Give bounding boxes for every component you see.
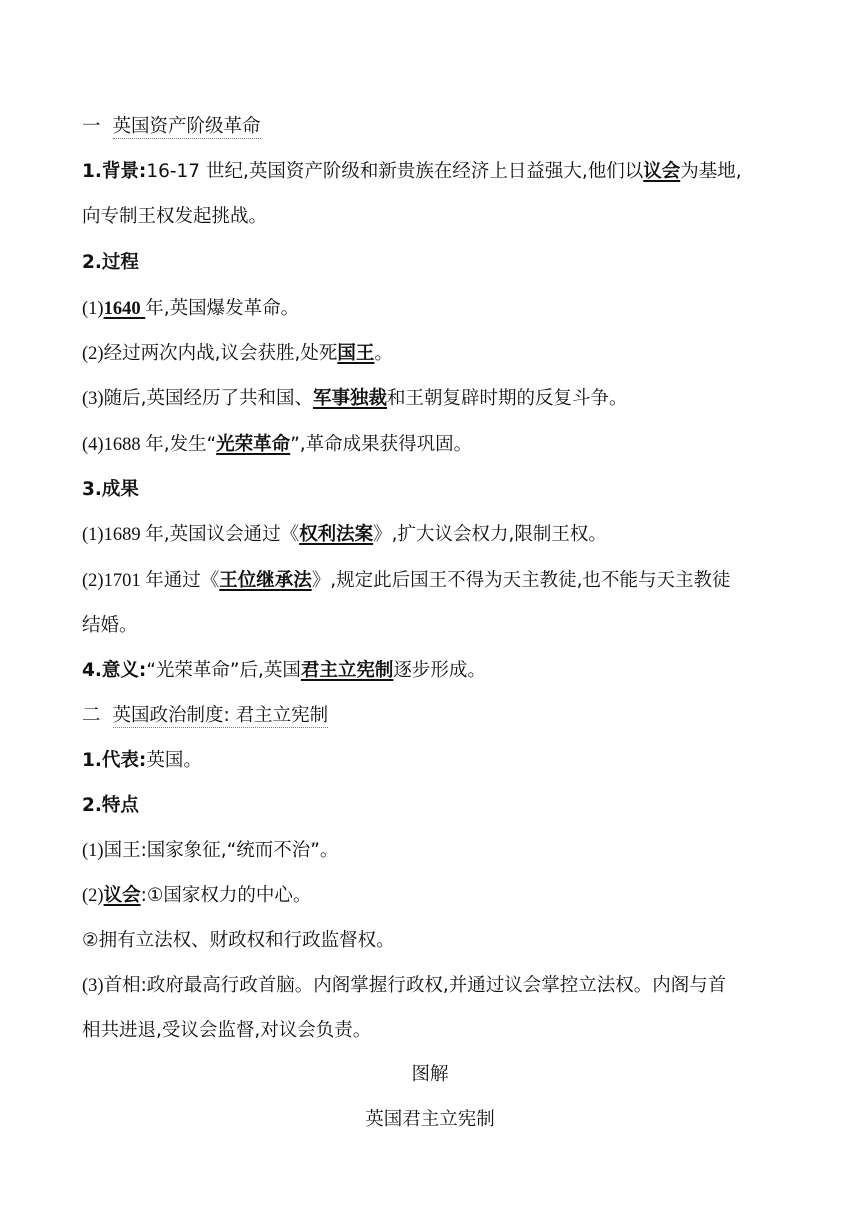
section-heading-1	[82, 114, 784, 140]
item-year: 1688	[103, 435, 146, 455]
item-text-end: ”,革命成果获得巩固。	[290, 434, 473, 455]
represent-text: 英国。	[146, 750, 202, 771]
section-number: 二	[82, 705, 101, 726]
features-item-2	[82, 883, 784, 909]
features-heading: 2.特点	[82, 795, 139, 816]
represent-paragraph	[82, 748, 784, 774]
section-heading-2	[82, 703, 784, 729]
item-text: 年,英国爆发革命。	[145, 298, 300, 319]
keyword-bill-of-rights: 权利法案	[299, 524, 374, 545]
keyword-king: 国王	[337, 343, 375, 364]
item-number: (2)	[82, 886, 104, 906]
background-text: 16-17 世纪,英国资产阶级和新贵族在经济上日益强大,他们以	[146, 161, 644, 182]
process-item-4	[82, 432, 784, 458]
process-item-1	[82, 296, 784, 322]
keyword-year-1640: 1640	[103, 299, 146, 319]
keyword-glorious-revolution: 光荣革命	[216, 434, 291, 455]
process-item-3	[82, 386, 784, 412]
keyword-military-dictatorship: 军事独裁	[312, 388, 387, 409]
result-heading: 3.成果	[82, 479, 139, 500]
represent-label: 1.代表:	[82, 750, 147, 771]
background-paragraph-line2: 向专制王权发起挑战。	[82, 206, 268, 227]
item-text-end: :①国家权力的中心。	[140, 885, 312, 906]
item-text: 国王:国家象征,“统而不治”。	[103, 840, 339, 861]
item-number: (4)	[82, 435, 104, 455]
features-item-3-line2: 相共进退,受议会监督,对议会负责。	[82, 1020, 372, 1041]
item-number: (2)	[82, 571, 104, 591]
item-text-end: 和王朝复辟时期的反复斗争。	[386, 388, 628, 409]
background-label: 1.背景:	[82, 161, 147, 182]
item-text-end: 。	[374, 343, 393, 364]
keyword-parliament: 议会	[103, 885, 141, 906]
item-text-end: 》,扩大议会权力,限制王权。	[373, 524, 607, 545]
meaning-paragraph	[82, 658, 784, 684]
item-number: (1)	[82, 525, 104, 545]
item-number: (1)	[82, 841, 104, 861]
features-item-3	[82, 973, 784, 999]
item-text: 年,英国议会通过《	[145, 524, 300, 545]
diagram-title: 英国君主立宪制	[365, 1109, 495, 1130]
item-number: (2)	[82, 344, 104, 364]
item-text: 年,发生“	[145, 434, 217, 455]
section-number: 一	[82, 116, 101, 137]
diagram-label: 图解	[411, 1064, 449, 1085]
meaning-text-end: 逐步形成。	[393, 660, 486, 681]
item-year: 1689	[103, 525, 146, 545]
section-title: 英国政治制度: 君主立宪制	[112, 705, 329, 726]
item-number: (3)	[82, 389, 104, 409]
meaning-label: 4.意义:	[82, 660, 147, 681]
keyword-constitutional-monarchy: 君主立宪制	[300, 660, 394, 681]
item-text: 经过两次内战,议会获胜,处死	[103, 343, 338, 364]
process-item-2	[82, 341, 784, 367]
process-heading: 2.过程	[82, 252, 139, 273]
result-item-2-line2: 结婚。	[82, 615, 138, 636]
result-item-1	[82, 522, 784, 548]
features-item-1	[82, 838, 784, 864]
item-year: 1701	[103, 571, 146, 591]
section-title: 英国资产阶级革命	[112, 116, 261, 137]
item-number: (3)	[82, 976, 104, 996]
item-text: 年通过《	[145, 570, 220, 591]
keyword-act-of-settlement: 王位继承法	[219, 570, 312, 591]
item-number: (1)	[82, 299, 104, 319]
meaning-text: “光荣革命”后,英国	[146, 660, 301, 681]
features-item-2b: ②拥有立法权、财政权和行政监督权。	[82, 930, 395, 951]
item-text-end: 》,规定此后国王不得为天主教徒,也不能与天主教徒	[311, 570, 731, 591]
item-text: 随后,英国经历了共和国、	[103, 388, 313, 409]
background-text-end: 为基地,	[680, 161, 742, 182]
keyword-parliament: 议会	[643, 161, 681, 182]
result-item-2	[82, 568, 784, 594]
background-paragraph	[82, 159, 784, 185]
item-text: 首相:政府最高行政首脑。内阁掌握行政权,并通过议会掌控立法权。内阁与首	[103, 975, 727, 996]
